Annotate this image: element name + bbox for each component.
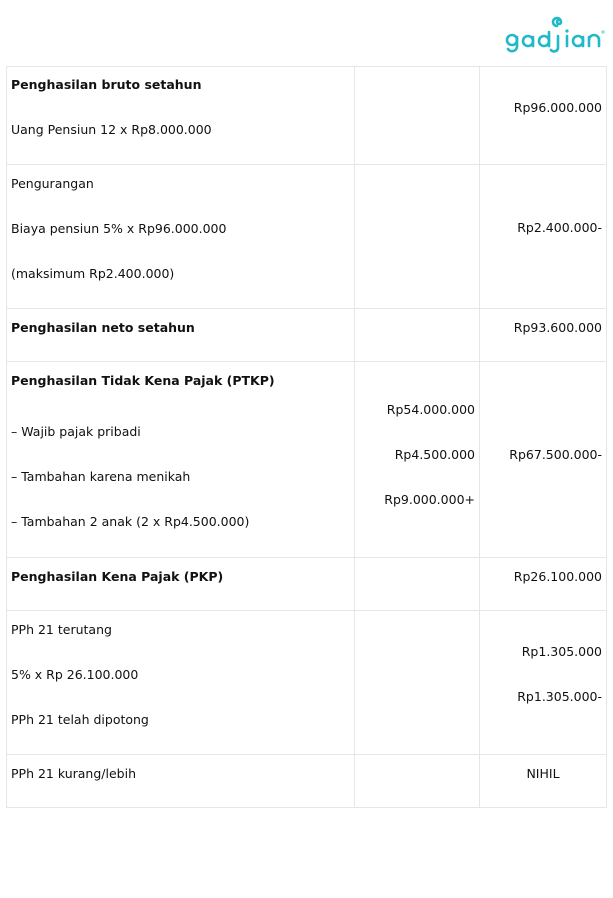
subtotal-cell xyxy=(355,755,480,808)
amount-cell xyxy=(480,558,607,611)
amount-value: Rp26.100.000 xyxy=(513,569,602,584)
row-label-cell xyxy=(7,165,355,309)
amount-value: Rp67.500.000- xyxy=(509,446,602,462)
row-label-cell xyxy=(7,67,355,165)
row-detail: Uang Pensiun 12 x Rp8.000.000 xyxy=(11,122,212,137)
row-title: Pengurangan xyxy=(11,176,94,191)
tax-calculation-table xyxy=(6,66,607,808)
table-row xyxy=(7,558,607,611)
amount-cell xyxy=(480,755,607,808)
row-label-cell xyxy=(7,398,355,558)
amount-value: Rp93.600.000 xyxy=(513,320,602,335)
row-label-cell xyxy=(7,755,355,808)
subtotal-value: Rp4.500.000 xyxy=(394,446,475,462)
amount-cell xyxy=(480,67,607,165)
gadjian-logo xyxy=(503,10,605,54)
row-detail: (maksimum Rp2.400.000) xyxy=(11,266,175,281)
amount-value: NIHIL xyxy=(526,766,560,781)
row-label-cell xyxy=(7,558,355,611)
row-title: PPh 21 kurang/lebih xyxy=(11,766,136,781)
amount-cell xyxy=(480,611,607,755)
subtotal-cell xyxy=(355,309,480,362)
table-row xyxy=(7,611,607,755)
row-title: Penghasilan Kena Pajak (PKP) xyxy=(11,569,224,584)
subtotal-cell xyxy=(355,67,480,165)
table-row xyxy=(7,362,607,398)
row-label-cell xyxy=(7,362,355,398)
table-row xyxy=(7,309,607,362)
table-row xyxy=(7,398,607,558)
table-row xyxy=(7,755,607,808)
subtotal-cell xyxy=(355,362,480,398)
amount-cell xyxy=(480,165,607,309)
row-detail: – Tambahan 2 anak (2 x Rp4.500.000) xyxy=(11,513,250,529)
row-title: PPh 21 terutang xyxy=(11,622,112,637)
row-title: Penghasilan Tidak Kena Pajak (PTKP) xyxy=(11,373,275,388)
row-title: Penghasilan neto setahun xyxy=(11,320,195,335)
subtotal-value: Rp54.000.000 xyxy=(386,401,475,417)
amount-cell xyxy=(480,362,607,398)
amount-value: Rp96.000.000 xyxy=(513,100,602,115)
row-detail: – Wajib pajak pribadi xyxy=(11,423,141,439)
subtotal-cell xyxy=(355,558,480,611)
row-label-cell xyxy=(7,309,355,362)
row-detail: 5% x Rp 26.100.000 xyxy=(11,667,139,682)
table-row xyxy=(7,67,607,165)
table-row xyxy=(7,165,607,309)
subtotal-cell xyxy=(355,398,480,558)
subtotal-cell xyxy=(355,165,480,309)
row-detail: PPh 21 telah dipotong xyxy=(11,712,149,727)
row-label-cell xyxy=(7,611,355,755)
amount-value: Rp1.305.000 xyxy=(521,644,602,659)
amount-value: Rp1.305.000- xyxy=(517,689,602,704)
amount-value: Rp2.400.000- xyxy=(517,220,602,235)
row-detail: Biaya pensiun 5% x Rp96.000.000 xyxy=(11,221,227,236)
amount-cell xyxy=(480,309,607,362)
subtotal-value: Rp9.000.000+ xyxy=(384,491,475,507)
row-title: Penghasilan bruto setahun xyxy=(11,77,202,92)
amount-cell xyxy=(480,398,607,558)
subtotal-cell xyxy=(355,611,480,755)
row-detail: – Tambahan karena menikah xyxy=(11,468,191,484)
